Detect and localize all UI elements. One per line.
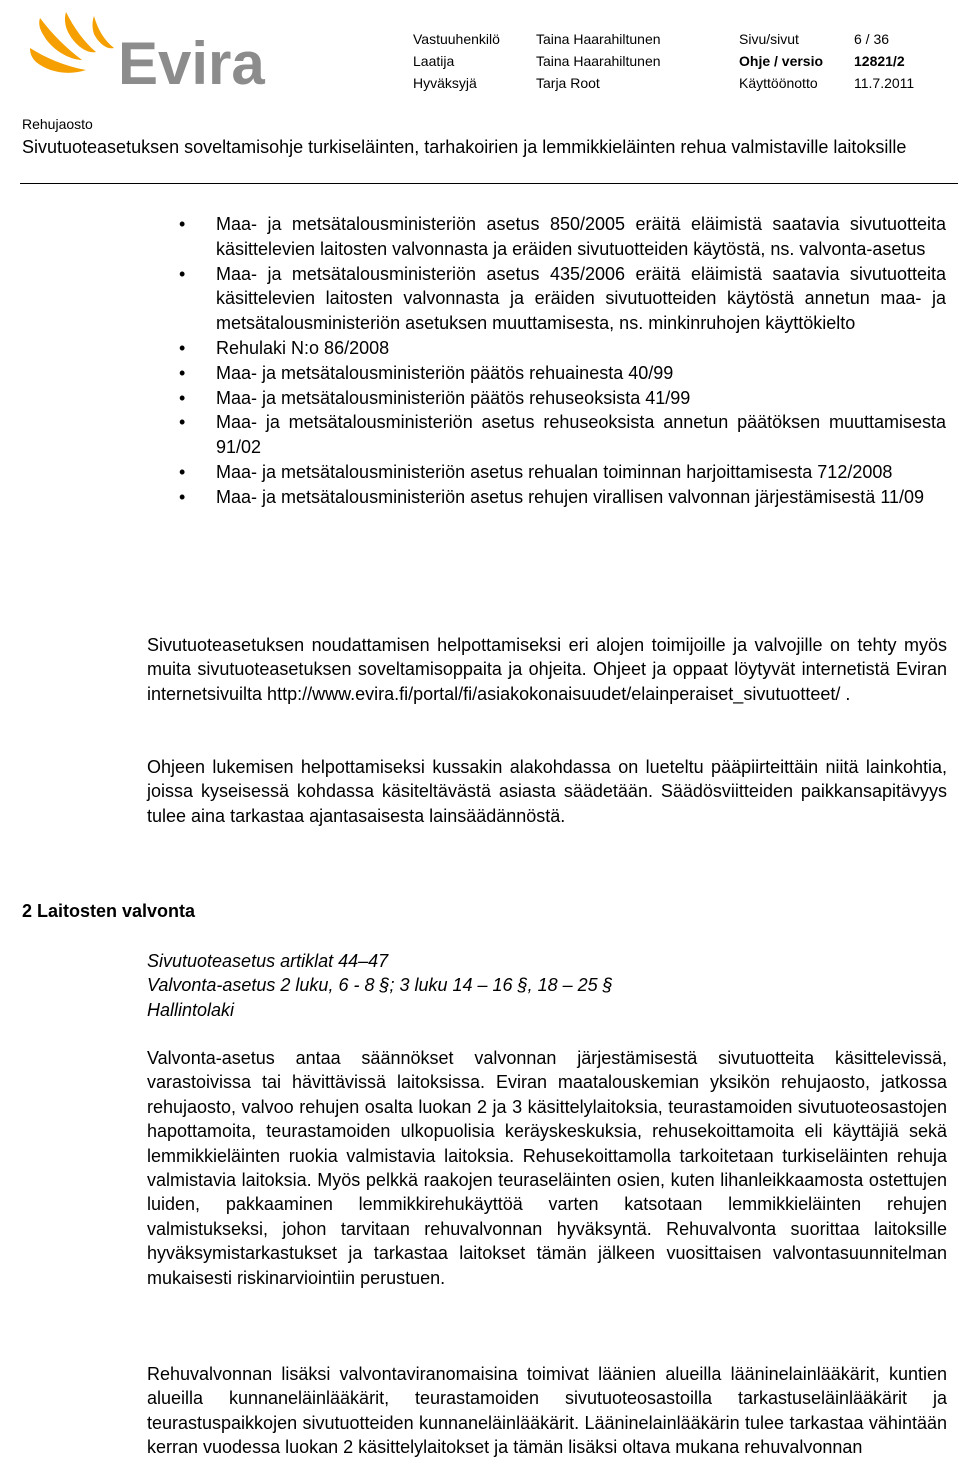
list-item: • Maa- ja metsätalousministeriön päätös rehuseoksista 41/99 [216,386,946,411]
paragraph-authorities: Rehuvalvonnan lisäksi valvontaviranomaisina toimivat läänien alueilla lääninelainlääkärit, kuntien alueilla kunnaneläinlääkärit, teurastamoiden sivutuoteosastoilla tarkastuseläinlääkärit ja teurastuspaikkojen sivutuotteiden kunnaneläinlääkärit. Lääninelainlääkärin tulee tarkastaa vähintään kerran vuodessa luokan 2 käsittelylaitokset ja tämän lisäksi oltava mukana rehuvalvonnan [147,1364,947,1458]
legislation-list [216,212,946,510]
meta-value: Taina Haarahiltunen [536,31,661,47]
list-item: • Maa- ja metsätalousministeriön asetus rehualan toiminnan harjoittamisesta 712/2008 [216,460,946,485]
meta-label: Käyttöönotto [739,75,818,91]
meta-label: Vastuuhenkilö [413,31,500,47]
meta-value: 12821/2 [854,53,905,69]
list-item: • Maa- ja metsätalousministeriön asetus 850/2005 eräitä eläimistä saatavia sivutuotteita käsittelevien laitosten valvonnasta ja eräiden sivutuotteiden käytöstä, ns. valvonta-asetus [216,212,946,262]
meta-label: Hyväksyjä [413,75,477,91]
meta-row [413,50,943,72]
document-title: Sivutuoteasetuksen soveltamisohje turkiseläinten, tarhakoirien ja lemmikkieläinten rehua valmistaville laitoksille [22,137,907,157]
list-item: • Rehulaki N:o 86/2008 [216,336,946,361]
paragraph-reading-help: Ohjeen lukemisen helpottamiseksi kussakin alakohdassa on lueteltu pääpiirteittäin niitä lainkohtia, joissa kyseisessä kohdassa käsiteltävästä asiasta säädetään. Säädösviitteiden paikkansapitävyys tulee aina tarkastaa ajantasaisesta lainsäädännöstä. [147,757,947,826]
leaf-emblem [30,12,114,73]
header-divider [20,183,958,184]
paragraph-control: Valvonta-asetus antaa säännökset valvonnan järjestämisestä sivutuotteita käsittelevissä, varastoivissa tai hävittävissä laitoksissa. Eviran maatalouskemian yksikön rehujaosto, jatkossa rehujaosto, valvoo rehujen osalta luokan 2 ja 3 käsittelylaitoksia, teurastamoiden sivutuoteosastojen hapottamoita, teurastamoiden ulkopuolisia keräyskeskuksia, rehusekoittamoita eli käyttäjiä sekä lemmikkieläinten ruokia valmistavia laitoksia. Rehusekoittamolla tarkoitetaan turkiseläinten rehuja valmistavia laitoksia. Myös pelkkä raakojen teuraseläinten osien, kuten lihanleikkaamosta ostettujen luiden, pakkaaminen lemmikkirehukäyttöä varten katsotaan lemmikkieläinten rehujen valmistukseksi, johon tarvitaan rehuvalvonnan hyväksyntä. Rehuvalvonta suorittaa laitoksille hyväksymistarkastukset ja tarkastaa laitokset tämän jälkeen vuosittaisen valvontasuunnitelman mukaisesti riskinarviointiin perustuen. [147,1048,947,1288]
list-item: • Maa- ja metsätalousministeriön asetus rehujen virallisen valvonnan järjestämisestä 11/09 [216,485,946,510]
meta-value: Taina Haarahiltunen [536,53,661,69]
meta-label: Sivu/sivut [739,31,799,47]
evira-wordmark: Evira [118,30,265,90]
reference-line: Hallintolaki [147,999,235,1020]
meta-label: Laatija [413,53,455,69]
reference-line: Valvonta-asetus 2 luku, 6 - 8 §; 3 luku 14 – 16 §, 18 – 25 § [147,975,613,996]
unit-name: Rehujaosto [22,116,93,132]
list-item: • Maa- ja metsätalousministeriön päätös rehuainesta 40/99 [216,361,946,386]
section-heading: 2 Laitosten valvonta [22,901,196,921]
meta-row [413,72,943,94]
reference-line: Sivutuoteasetus artiklat 44–47 [147,951,389,971]
meta-row [413,28,943,50]
meta-label: Ohje / versio [739,53,824,69]
meta-value: 11.7.2011 [854,75,915,91]
document-meta [413,28,943,94]
legal-references [147,949,613,1022]
meta-value: 6 / 36 [854,31,890,47]
evira-logo [22,8,272,90]
list-item: • Maa- ja metsätalousministeriön asetus 435/2006 eräitä eläimistä saatavia sivutuotteita käsittelevien laitosten valvonnasta ja eräiden sivutuotteiden käytöstä annetun maa- ja metsätalousministeriön asetuksen muuttamisesta, ns. minkinruhojen käyttökielto [216,262,946,336]
meta-value: Tarja Root [536,75,600,91]
list-item: • Maa- ja metsätalousministeriön asetus rehuseoksista annetun päätöksen muuttamisesta 91/02 [216,410,946,460]
paragraph-guides: Sivutuoteasetuksen noudattamisen helpottamiseksi eri alojen toimijoille ja valvojille on tehty myös muita sivutuoteasetuksen soveltamisoppaita ja ohjeita. Ohjeet ja oppaat löytyvät internetistä Eviran internetsivuilta http://www.evira.fi/portal/fi/asiakokonaisuudet/elainperaiset_sivutuotteet/ . [147,635,947,704]
